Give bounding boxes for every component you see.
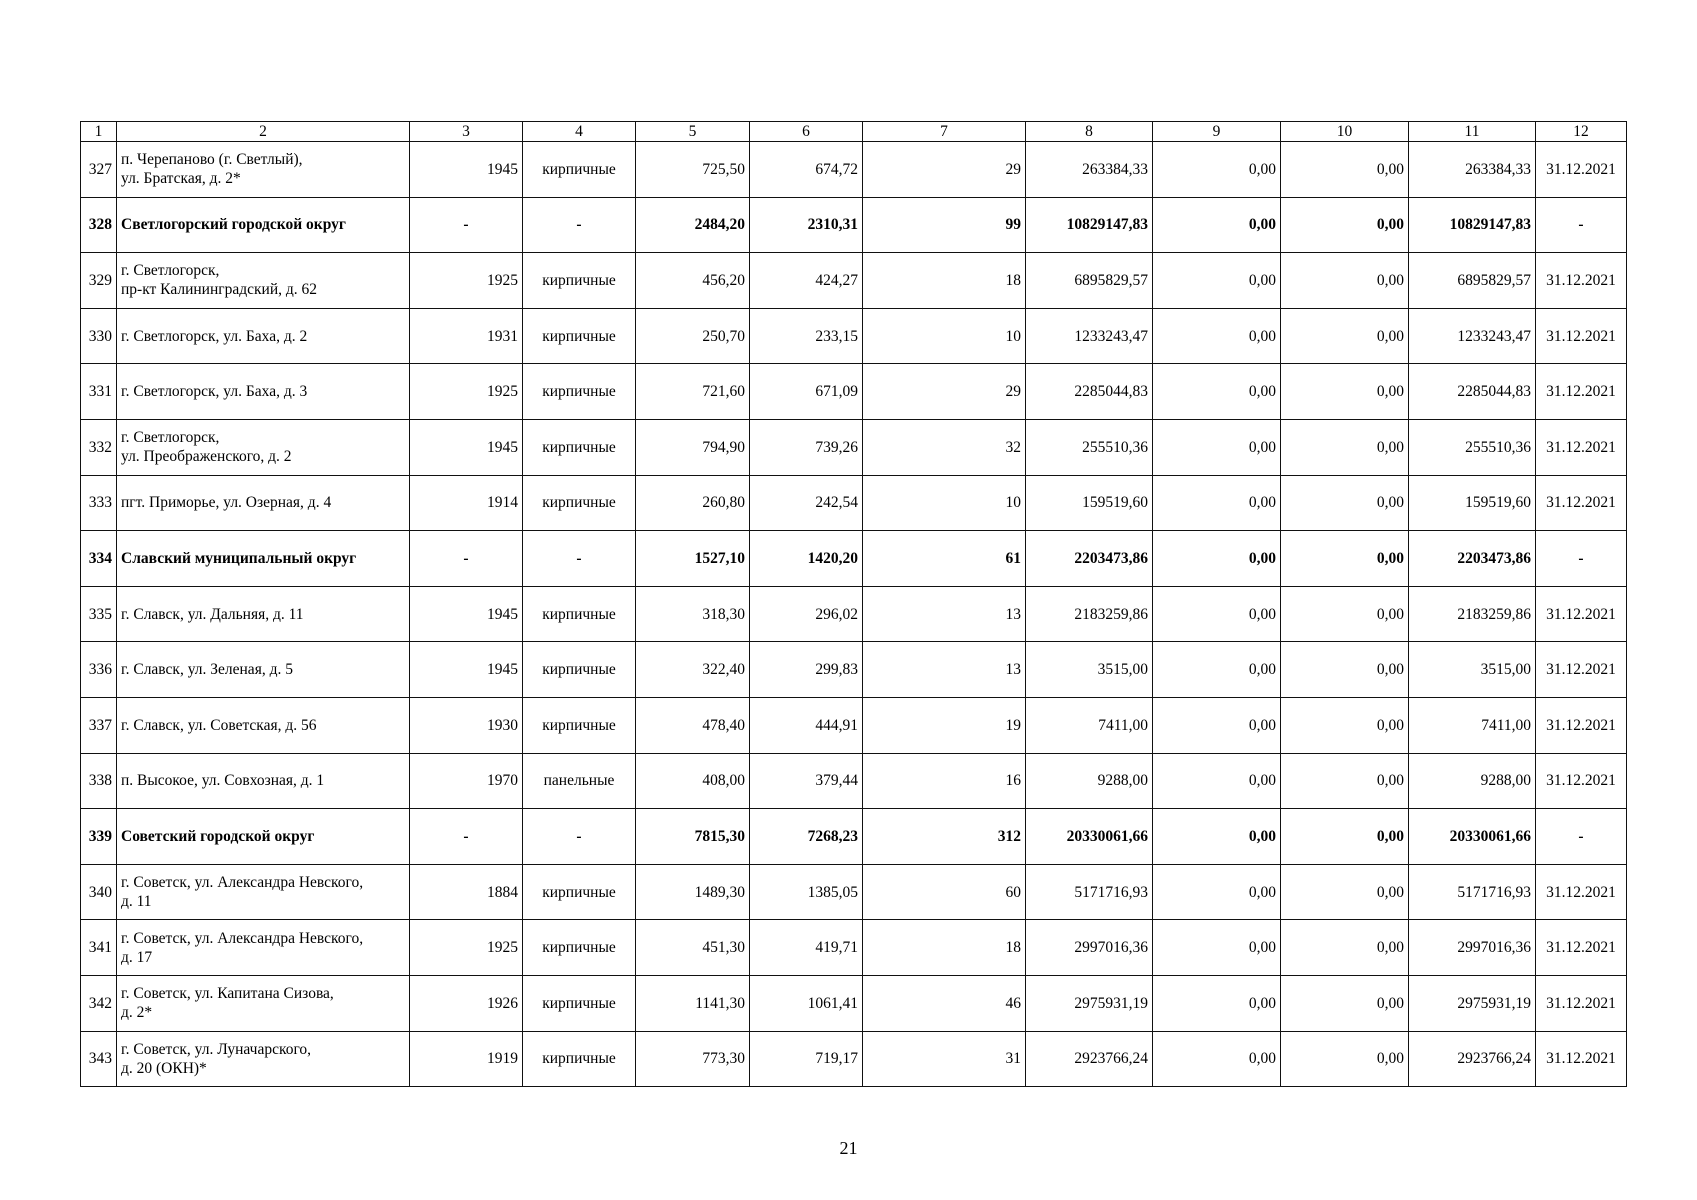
year-built-cell: 1945 bbox=[410, 142, 523, 198]
cost-owners-cell: 20330061,66 bbox=[1409, 809, 1536, 865]
subtotal-row bbox=[81, 531, 1627, 587]
address-cell: пгт. Приморье, ул. Озерная, д. 4 bbox=[117, 475, 410, 531]
cost-total-cell: 2997016,36 bbox=[1026, 920, 1153, 976]
cost-owners-cell: 2285044,83 bbox=[1409, 364, 1536, 420]
table-header bbox=[81, 122, 1627, 142]
total-area-cell: 451,30 bbox=[636, 920, 750, 976]
wall-material-cell: кирпичные bbox=[523, 142, 636, 198]
column-header-2: 2 bbox=[117, 122, 410, 142]
cost-budget-cell: 0,00 bbox=[1281, 642, 1409, 698]
cost-budget-cell: 0,00 bbox=[1281, 753, 1409, 809]
year-built-cell: 1931 bbox=[410, 308, 523, 364]
column-header-4: 4 bbox=[523, 122, 636, 142]
address-cell: г. Славск, ул. Зеленая, д. 5 bbox=[117, 642, 410, 698]
column-header-11: 11 bbox=[1409, 122, 1536, 142]
table-body bbox=[81, 142, 1627, 1087]
completion-date-cell: 31.12.2021 bbox=[1536, 753, 1627, 809]
cost-fund-cell: 0,00 bbox=[1153, 475, 1281, 531]
cost-owners-cell: 10829147,83 bbox=[1409, 197, 1536, 253]
address-cell: п. Черепаново (г. Светлый), ул. Братская, д. 2* bbox=[117, 142, 410, 198]
page-number: 21 bbox=[839, 1138, 858, 1158]
cost-total-cell: 10829147,83 bbox=[1026, 197, 1153, 253]
address-cell: г. Советск, ул. Капитана Сизова, д. 2* bbox=[117, 975, 410, 1031]
residents-cell: 312 bbox=[863, 809, 1026, 865]
completion-date-cell: 31.12.2021 bbox=[1536, 920, 1627, 976]
total-area-cell: 1141,30 bbox=[636, 975, 750, 1031]
table-row bbox=[81, 697, 1627, 753]
column-header-12: 12 bbox=[1536, 122, 1627, 142]
total-area-cell: 260,80 bbox=[636, 475, 750, 531]
row-number-cell: 343 bbox=[81, 1031, 117, 1087]
address-cell: г. Славск, ул. Советская, д. 56 bbox=[117, 697, 410, 753]
wall-material-cell: панельные bbox=[523, 753, 636, 809]
row-number-cell: 330 bbox=[81, 308, 117, 364]
cost-total-cell: 263384,33 bbox=[1026, 142, 1153, 198]
cost-owners-cell: 1233243,47 bbox=[1409, 308, 1536, 364]
cost-owners-cell: 9288,00 bbox=[1409, 753, 1536, 809]
total-area-cell: 322,40 bbox=[636, 642, 750, 698]
cost-total-cell: 159519,60 bbox=[1026, 475, 1153, 531]
cost-fund-cell: 0,00 bbox=[1153, 1031, 1281, 1087]
row-number-cell: 334 bbox=[81, 531, 117, 587]
year-built-cell: 1926 bbox=[410, 975, 523, 1031]
completion-date-cell: 31.12.2021 bbox=[1536, 697, 1627, 753]
row-number-cell: 327 bbox=[81, 142, 117, 198]
wall-material-cell: кирпичные bbox=[523, 419, 636, 475]
total-area-cell: 794,90 bbox=[636, 419, 750, 475]
living-area-cell: 233,15 bbox=[750, 308, 863, 364]
living-area-cell: 7268,23 bbox=[750, 809, 863, 865]
completion-date-cell: 31.12.2021 bbox=[1536, 475, 1627, 531]
table-row bbox=[81, 864, 1627, 920]
completion-date-cell: 31.12.2021 bbox=[1536, 1031, 1627, 1087]
cost-total-cell: 2975931,19 bbox=[1026, 975, 1153, 1031]
wall-material-cell: кирпичные bbox=[523, 642, 636, 698]
cost-owners-cell: 5171716,93 bbox=[1409, 864, 1536, 920]
cost-total-cell: 6895829,57 bbox=[1026, 253, 1153, 309]
cost-fund-cell: 0,00 bbox=[1153, 864, 1281, 920]
cost-budget-cell: 0,00 bbox=[1281, 419, 1409, 475]
residents-cell: 32 bbox=[863, 419, 1026, 475]
total-area-cell: 1527,10 bbox=[636, 531, 750, 587]
row-number-cell: 335 bbox=[81, 586, 117, 642]
completion-date-cell: 31.12.2021 bbox=[1536, 142, 1627, 198]
row-number-cell: 341 bbox=[81, 920, 117, 976]
wall-material-cell: кирпичные bbox=[523, 308, 636, 364]
residents-cell: 10 bbox=[863, 308, 1026, 364]
total-area-cell: 456,20 bbox=[636, 253, 750, 309]
residents-cell: 13 bbox=[863, 642, 1026, 698]
cost-budget-cell: 0,00 bbox=[1281, 364, 1409, 420]
column-header-7: 7 bbox=[863, 122, 1026, 142]
living-area-cell: 242,54 bbox=[750, 475, 863, 531]
living-area-cell: 419,71 bbox=[750, 920, 863, 976]
wall-material-cell: кирпичные bbox=[523, 475, 636, 531]
wall-material-cell: - bbox=[523, 809, 636, 865]
address-cell: п. Высокое, ул. Совхозная, д. 1 bbox=[117, 753, 410, 809]
cost-budget-cell: 0,00 bbox=[1281, 197, 1409, 253]
address-cell: г. Светлогорск, ул. Баха, д. 3 bbox=[117, 364, 410, 420]
living-area-cell: 2310,31 bbox=[750, 197, 863, 253]
cost-owners-cell: 2997016,36 bbox=[1409, 920, 1536, 976]
total-area-cell: 2484,20 bbox=[636, 197, 750, 253]
completion-date-cell: - bbox=[1536, 531, 1627, 587]
table-row bbox=[81, 753, 1627, 809]
living-area-cell: 1385,05 bbox=[750, 864, 863, 920]
living-area-cell: 424,27 bbox=[750, 253, 863, 309]
living-area-cell: 444,91 bbox=[750, 697, 863, 753]
residents-cell: 99 bbox=[863, 197, 1026, 253]
residents-cell: 13 bbox=[863, 586, 1026, 642]
column-header-9: 9 bbox=[1153, 122, 1281, 142]
registry-table bbox=[80, 121, 1627, 1087]
cost-owners-cell: 2183259,86 bbox=[1409, 586, 1536, 642]
cost-budget-cell: 0,00 bbox=[1281, 142, 1409, 198]
completion-date-cell: - bbox=[1536, 197, 1627, 253]
table-row bbox=[81, 142, 1627, 198]
row-number-cell: 340 bbox=[81, 864, 117, 920]
cost-total-cell: 255510,36 bbox=[1026, 419, 1153, 475]
row-number-cell: 333 bbox=[81, 475, 117, 531]
address-cell: Славский муниципальный округ bbox=[117, 531, 410, 587]
completion-date-cell: 31.12.2021 bbox=[1536, 975, 1627, 1031]
total-area-cell: 7815,30 bbox=[636, 809, 750, 865]
cost-total-cell: 3515,00 bbox=[1026, 642, 1153, 698]
total-area-cell: 250,70 bbox=[636, 308, 750, 364]
column-header-1: 1 bbox=[81, 122, 117, 142]
cost-budget-cell: 0,00 bbox=[1281, 975, 1409, 1031]
cost-budget-cell: 0,00 bbox=[1281, 308, 1409, 364]
residents-cell: 29 bbox=[863, 364, 1026, 420]
table-row bbox=[81, 419, 1627, 475]
cost-fund-cell: 0,00 bbox=[1153, 308, 1281, 364]
row-number-cell: 332 bbox=[81, 419, 117, 475]
cost-owners-cell: 2923766,24 bbox=[1409, 1031, 1536, 1087]
table-row bbox=[81, 975, 1627, 1031]
wall-material-cell: кирпичные bbox=[523, 253, 636, 309]
subtotal-row bbox=[81, 197, 1627, 253]
cost-budget-cell: 0,00 bbox=[1281, 864, 1409, 920]
cost-total-cell: 5171716,93 bbox=[1026, 864, 1153, 920]
living-area-cell: 379,44 bbox=[750, 753, 863, 809]
cost-total-cell: 2203473,86 bbox=[1026, 531, 1153, 587]
header-row bbox=[81, 122, 1627, 142]
total-area-cell: 318,30 bbox=[636, 586, 750, 642]
residents-cell: 10 bbox=[863, 475, 1026, 531]
year-built-cell: 1925 bbox=[410, 253, 523, 309]
table-row bbox=[81, 1031, 1627, 1087]
cost-budget-cell: 0,00 bbox=[1281, 809, 1409, 865]
residents-cell: 46 bbox=[863, 975, 1026, 1031]
table-row bbox=[81, 364, 1627, 420]
wall-material-cell: кирпичные bbox=[523, 586, 636, 642]
year-built-cell: 1919 bbox=[410, 1031, 523, 1087]
living-area-cell: 1420,20 bbox=[750, 531, 863, 587]
year-built-cell: 1945 bbox=[410, 419, 523, 475]
cost-total-cell: 7411,00 bbox=[1026, 697, 1153, 753]
address-cell: г. Советск, ул. Александра Невского, д. 17 bbox=[117, 920, 410, 976]
table-row bbox=[81, 586, 1627, 642]
year-built-cell: 1970 bbox=[410, 753, 523, 809]
total-area-cell: 725,50 bbox=[636, 142, 750, 198]
residents-cell: 18 bbox=[863, 920, 1026, 976]
year-built-cell: 1945 bbox=[410, 642, 523, 698]
address-cell: г. Советск, ул. Луначарского, д. 20 (ОКН)* bbox=[117, 1031, 410, 1087]
completion-date-cell: 31.12.2021 bbox=[1536, 308, 1627, 364]
column-header-3: 3 bbox=[410, 122, 523, 142]
living-area-cell: 719,17 bbox=[750, 1031, 863, 1087]
cost-fund-cell: 0,00 bbox=[1153, 809, 1281, 865]
cost-fund-cell: 0,00 bbox=[1153, 419, 1281, 475]
cost-total-cell: 1233243,47 bbox=[1026, 308, 1153, 364]
living-area-cell: 674,72 bbox=[750, 142, 863, 198]
cost-budget-cell: 0,00 bbox=[1281, 253, 1409, 309]
total-area-cell: 478,40 bbox=[636, 697, 750, 753]
cost-fund-cell: 0,00 bbox=[1153, 364, 1281, 420]
row-number-cell: 338 bbox=[81, 753, 117, 809]
cost-budget-cell: 0,00 bbox=[1281, 531, 1409, 587]
cost-fund-cell: 0,00 bbox=[1153, 253, 1281, 309]
cost-budget-cell: 0,00 bbox=[1281, 697, 1409, 753]
wall-material-cell: кирпичные bbox=[523, 920, 636, 976]
cost-owners-cell: 263384,33 bbox=[1409, 142, 1536, 198]
residents-cell: 60 bbox=[863, 864, 1026, 920]
residents-cell: 29 bbox=[863, 142, 1026, 198]
completion-date-cell: 31.12.2021 bbox=[1536, 253, 1627, 309]
cost-owners-cell: 6895829,57 bbox=[1409, 253, 1536, 309]
year-built-cell: 1930 bbox=[410, 697, 523, 753]
total-area-cell: 773,30 bbox=[636, 1031, 750, 1087]
completion-date-cell: 31.12.2021 bbox=[1536, 586, 1627, 642]
column-header-8: 8 bbox=[1026, 122, 1153, 142]
year-built-cell: 1884 bbox=[410, 864, 523, 920]
residents-cell: 31 bbox=[863, 1031, 1026, 1087]
cost-total-cell: 20330061,66 bbox=[1026, 809, 1153, 865]
cost-owners-cell: 2975931,19 bbox=[1409, 975, 1536, 1031]
cost-total-cell: 2923766,24 bbox=[1026, 1031, 1153, 1087]
address-cell: г. Светлогорск, ул. Баха, д. 2 bbox=[117, 308, 410, 364]
cost-total-cell: 9288,00 bbox=[1026, 753, 1153, 809]
year-built-cell: - bbox=[410, 197, 523, 253]
row-number-cell: 337 bbox=[81, 697, 117, 753]
completion-date-cell: 31.12.2021 bbox=[1536, 864, 1627, 920]
cost-fund-cell: 0,00 bbox=[1153, 697, 1281, 753]
cost-owners-cell: 3515,00 bbox=[1409, 642, 1536, 698]
completion-date-cell: - bbox=[1536, 809, 1627, 865]
cost-owners-cell: 159519,60 bbox=[1409, 475, 1536, 531]
wall-material-cell: кирпичные bbox=[523, 975, 636, 1031]
living-area-cell: 1061,41 bbox=[750, 975, 863, 1031]
wall-material-cell: кирпичные bbox=[523, 364, 636, 420]
living-area-cell: 296,02 bbox=[750, 586, 863, 642]
row-number-cell: 336 bbox=[81, 642, 117, 698]
year-built-cell: - bbox=[410, 531, 523, 587]
address-cell: Советский городской округ bbox=[117, 809, 410, 865]
wall-material-cell: кирпичные bbox=[523, 864, 636, 920]
cost-fund-cell: 0,00 bbox=[1153, 142, 1281, 198]
row-number-cell: 328 bbox=[81, 197, 117, 253]
row-number-cell: 331 bbox=[81, 364, 117, 420]
table-row bbox=[81, 308, 1627, 364]
cost-fund-cell: 0,00 bbox=[1153, 753, 1281, 809]
cost-fund-cell: 0,00 bbox=[1153, 197, 1281, 253]
cost-owners-cell: 7411,00 bbox=[1409, 697, 1536, 753]
cost-fund-cell: 0,00 bbox=[1153, 642, 1281, 698]
residents-cell: 61 bbox=[863, 531, 1026, 587]
cost-budget-cell: 0,00 bbox=[1281, 1031, 1409, 1087]
cost-fund-cell: 0,00 bbox=[1153, 975, 1281, 1031]
year-built-cell: 1914 bbox=[410, 475, 523, 531]
cost-owners-cell: 255510,36 bbox=[1409, 419, 1536, 475]
wall-material-cell: кирпичные bbox=[523, 1031, 636, 1087]
cost-budget-cell: 0,00 bbox=[1281, 586, 1409, 642]
row-number-cell: 329 bbox=[81, 253, 117, 309]
column-header-6: 6 bbox=[750, 122, 863, 142]
cost-fund-cell: 0,00 bbox=[1153, 920, 1281, 976]
completion-date-cell: 31.12.2021 bbox=[1536, 419, 1627, 475]
year-built-cell: 1925 bbox=[410, 364, 523, 420]
subtotal-row bbox=[81, 809, 1627, 865]
address-cell: Светлогорский городской округ bbox=[117, 197, 410, 253]
table-row bbox=[81, 475, 1627, 531]
wall-material-cell: - bbox=[523, 197, 636, 253]
cost-budget-cell: 0,00 bbox=[1281, 475, 1409, 531]
living-area-cell: 739,26 bbox=[750, 419, 863, 475]
year-built-cell: 1925 bbox=[410, 920, 523, 976]
wall-material-cell: - bbox=[523, 531, 636, 587]
completion-date-cell: 31.12.2021 bbox=[1536, 642, 1627, 698]
completion-date-cell: 31.12.2021 bbox=[1536, 364, 1627, 420]
year-built-cell: 1945 bbox=[410, 586, 523, 642]
cost-fund-cell: 0,00 bbox=[1153, 531, 1281, 587]
table-row bbox=[81, 920, 1627, 976]
cost-budget-cell: 0,00 bbox=[1281, 920, 1409, 976]
cost-total-cell: 2183259,86 bbox=[1026, 586, 1153, 642]
total-area-cell: 721,60 bbox=[636, 364, 750, 420]
cost-total-cell: 2285044,83 bbox=[1026, 364, 1153, 420]
living-area-cell: 671,09 bbox=[750, 364, 863, 420]
wall-material-cell: кирпичные bbox=[523, 697, 636, 753]
address-cell: г. Светлогорск, пр-кт Калининградский, д. 62 bbox=[117, 253, 410, 309]
total-area-cell: 1489,30 bbox=[636, 864, 750, 920]
address-cell: г. Советск, ул. Александра Невского, д. 11 bbox=[117, 864, 410, 920]
row-number-cell: 342 bbox=[81, 975, 117, 1031]
column-header-10: 10 bbox=[1281, 122, 1409, 142]
living-area-cell: 299,83 bbox=[750, 642, 863, 698]
address-cell: г. Славск, ул. Дальняя, д. 11 bbox=[117, 586, 410, 642]
table-row bbox=[81, 642, 1627, 698]
table-row bbox=[81, 253, 1627, 309]
total-area-cell: 408,00 bbox=[636, 753, 750, 809]
column-header-5: 5 bbox=[636, 122, 750, 142]
address-cell: г. Светлогорск, ул. Преображенского, д. 2 bbox=[117, 419, 410, 475]
cost-fund-cell: 0,00 bbox=[1153, 586, 1281, 642]
residents-cell: 16 bbox=[863, 753, 1026, 809]
residents-cell: 19 bbox=[863, 697, 1026, 753]
year-built-cell: - bbox=[410, 809, 523, 865]
row-number-cell: 339 bbox=[81, 809, 117, 865]
cost-owners-cell: 2203473,86 bbox=[1409, 531, 1536, 587]
residents-cell: 18 bbox=[863, 253, 1026, 309]
